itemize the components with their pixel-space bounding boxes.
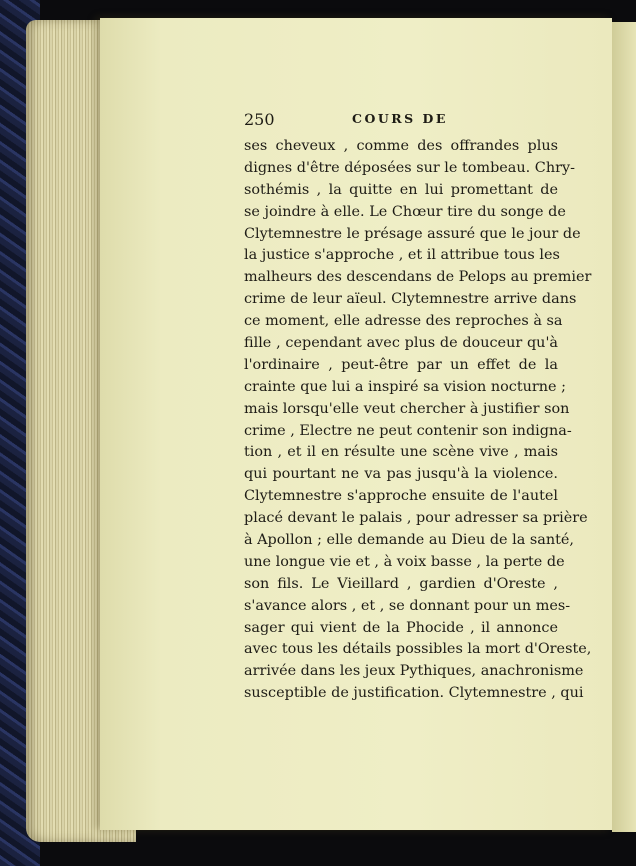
text-line: s'avance alors , et , se donnant pour un mes- bbox=[244, 597, 571, 614]
text-line: Clytemnestre le présage assuré que le jour de bbox=[244, 225, 581, 242]
text-line: dignes d'être déposées sur le tombeau. Chry- bbox=[244, 159, 575, 176]
text-line: crainte que lui a inspiré sa vision nocturne ; bbox=[244, 378, 566, 395]
text-line: arrivée dans les jeux Pythiques, anachronisme bbox=[244, 663, 584, 680]
running-head bbox=[244, 110, 558, 130]
text-line: crime , Electre ne peut contenir son indigna- bbox=[244, 422, 572, 439]
page-number: 250 bbox=[244, 110, 275, 129]
text-line: à Apollon ; elle demande au Dieu de la santé, bbox=[244, 532, 574, 549]
text-line: sothémis , la quitte en lui promettant de bbox=[244, 181, 558, 198]
text-line: la justice s'approche , et il attribue tous les bbox=[244, 247, 560, 264]
text-line: sager qui vient de la Phocide , il annonce bbox=[244, 619, 558, 636]
body-text bbox=[244, 136, 592, 705]
running-title: COURS DE bbox=[352, 111, 448, 126]
text-line: placé devant le palais , pour adresser sa prière bbox=[244, 510, 588, 527]
text-line: crime de leur aïeul. Clytemnestre arrive dans bbox=[244, 291, 577, 308]
text-line: qui pourtant ne va pas jusqu'à la violence. bbox=[244, 466, 558, 483]
text-line: avec tous les détails possibles la mort d'Oreste, bbox=[244, 641, 592, 658]
text-line: l'ordinaire , peut-être par un effet de la bbox=[244, 356, 558, 373]
text-line: son fils. Le Vieillard , gardien d'Oreste , bbox=[244, 575, 558, 592]
facing-page-edge bbox=[612, 22, 636, 832]
text-line: mais lorsqu'elle veut chercher à justifier son bbox=[244, 400, 570, 417]
text-line: une longue vie et , à voix basse , la perte de bbox=[244, 553, 565, 570]
text-line: malheurs des descendans de Pelops au premier bbox=[244, 269, 592, 286]
text-line: fille , cependant avec plus de douceur qu'à bbox=[244, 335, 558, 352]
text-line: susceptible de justification. Clytemnestre , qui bbox=[244, 685, 584, 702]
text-line: se joindre à elle. Le Chœur tire du songe de bbox=[244, 203, 566, 220]
text-line: ce moment, elle adresse des reproches à sa bbox=[244, 313, 563, 330]
text-line: ses cheveux , comme des offrandes plus bbox=[244, 138, 558, 154]
text-line: tion , et il en résulte une scène vive , mais bbox=[244, 444, 558, 461]
text-line: Clytemnestre s'approche ensuite de l'autel bbox=[244, 488, 558, 505]
